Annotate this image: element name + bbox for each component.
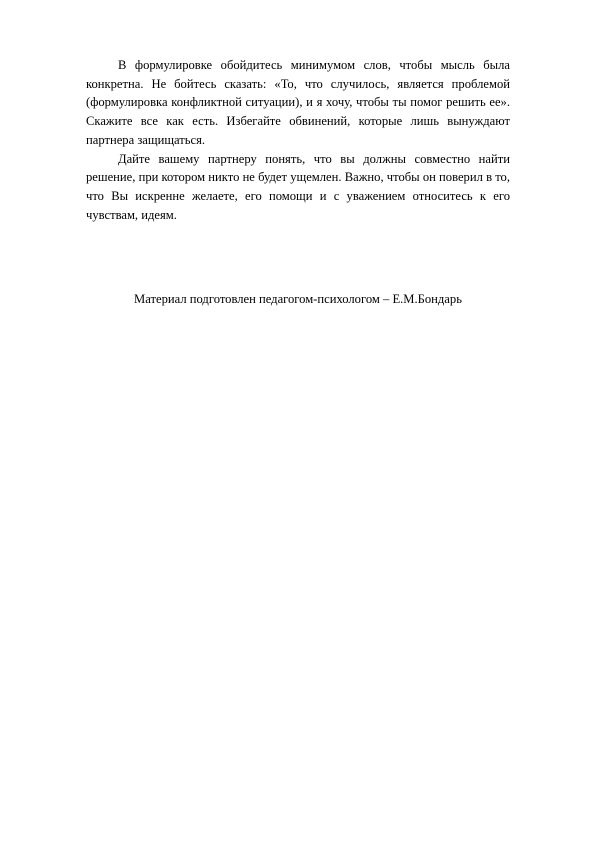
paragraph-formulation: В формулировке обойдитесь минимумом слов, чтобы мысль была конкретна. Не бойтесь сказать: «То, что случилось, является проблемой (формулировка конфликтной ситуации), и я хочу, чтобы ты помог решить ее». Скажите все как есть. Избегайте обвинений, которые лишь вынуждают партнера защищаться. (86, 58, 510, 147)
author-credit: Материал подготовлен педагогом-психологом – Е.М.Бондарь (134, 292, 462, 306)
paragraph-partner-understanding: Дайте вашему партнеру понять, что вы должны совместно найти решение, при котором никто не будет ущемлен. Важно, чтобы он поверил в то, что Вы искренне желаете, его помощи и с уважением относитесь к его чувствам, идеям. (86, 151, 510, 222)
body-text (86, 56, 510, 224)
